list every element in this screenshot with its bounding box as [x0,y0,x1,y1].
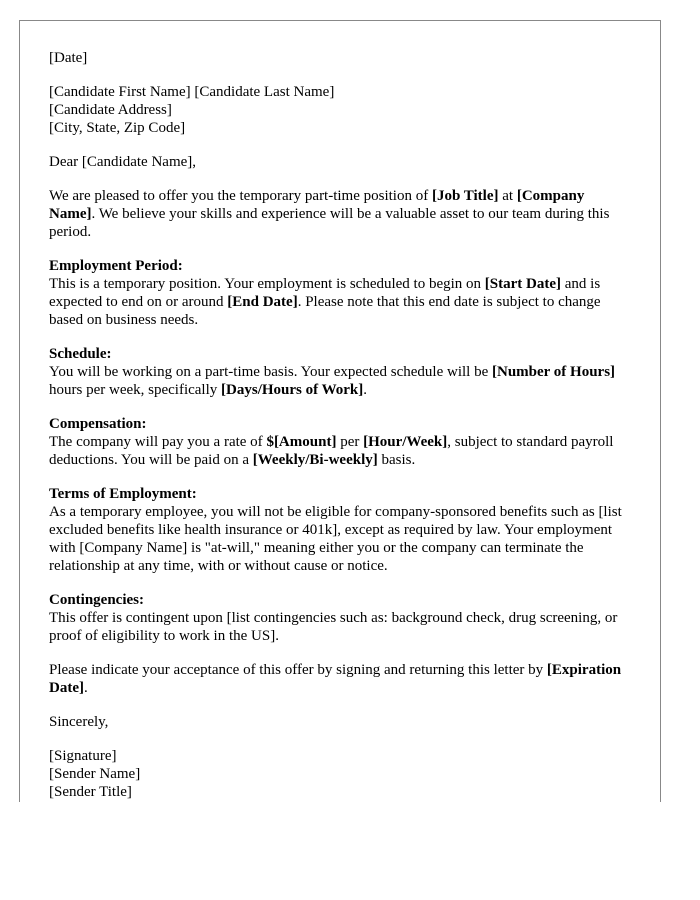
compensation-text-1: The company will pay you a rate of [49,434,267,450]
employment-period-text-1: This is a temporary position. Your employment is scheduled to begin on [49,276,485,292]
salutation: Dear [Candidate Name], [49,154,197,170]
schedule-text-3: . [363,382,368,398]
company-name-placeholder: [Company Name] [49,188,585,222]
acceptance-text-1: Please indicate your acceptance of this offer by signing and returning this letter by [49,662,547,678]
contingencies-heading: Contingencies: [49,592,144,608]
pay-frequency-placeholder: [Weekly/Bi-weekly] [252,452,378,468]
schedule-text-1: You will be working on a part-time basis. Your expected schedule will be [49,364,492,380]
employment-period-text-2: and is expected to end on or around [49,276,601,310]
compensation-text-2: per [336,434,364,450]
amount-placeholder: $[Amount] [266,434,337,450]
signature-block [49,747,634,801]
recipient-block [49,83,634,137]
sender-title: [Sender Title] [49,784,132,800]
employment-period-text-3: . Please note that this end date is subject to change based on business needs. [49,294,601,328]
employment-period-heading: Employment Period: [49,258,183,274]
contingencies-text: This offer is contingent upon [list contingencies such as: background check, drug screening, or proof of eligibility to work in the US]. [49,610,618,644]
number-of-hours-placeholder: [Number of Hours] [492,364,616,380]
days-hours-placeholder: [Days/Hours of Work] [221,382,364,398]
expiration-date-placeholder: [Expiration Date] [49,662,622,696]
job-title-placeholder: [Job Title] [431,188,499,204]
acceptance-text-2: . [83,680,88,696]
schedule-heading: Schedule: [49,346,112,362]
recipient-city-state-zip: [City, State, Zip Code] [49,120,186,136]
recipient-name: [Candidate First Name] [Candidate Last Name] [49,84,335,100]
intro-text-1: We are pleased to offer you the temporary part-time position of [49,188,432,204]
intro-paragraph [49,187,634,241]
letter-body [49,49,634,802]
terms-heading: Terms of Employment: [49,486,197,502]
schedule-text-2: hours per week, specifically [49,382,222,398]
acceptance-paragraph [49,661,634,697]
schedule-section [49,345,634,399]
terms-text: As a temporary employee, you will not be eligible for company-sponsored benefits such as [list excluded benefits like health insurance or 401k], except as required by law. Your employment with [Company Name] is "at-will," meaning either you or the company can terminate the relationship at any time, with or without cause or notice. [49,504,622,574]
terms-section [49,485,634,575]
end-date-placeholder: [End Date] [227,294,298,310]
intro-text-3: . We believe your skills and experience will be a valuable asset to our team during this period. [49,206,610,240]
compensation-text-3: , subject to standard payroll deductions. You will be paid on a [49,434,614,468]
employment-period-section [49,257,634,329]
hour-week-placeholder: [Hour/Week] [363,434,448,450]
compensation-heading: Compensation: [49,416,147,432]
contingencies-section [49,591,634,645]
sender-name: [Sender Name] [49,766,141,782]
signature-line: [Signature] [49,748,117,764]
compensation-section [49,415,634,469]
recipient-address: [Candidate Address] [49,102,172,118]
compensation-text-4: basis. [377,452,416,468]
closing: Sincerely, [49,714,109,730]
letter-page [19,20,661,802]
intro-text-2: at [498,188,517,204]
date-line: [Date] [49,50,88,66]
start-date-placeholder: [Start Date] [484,276,562,292]
